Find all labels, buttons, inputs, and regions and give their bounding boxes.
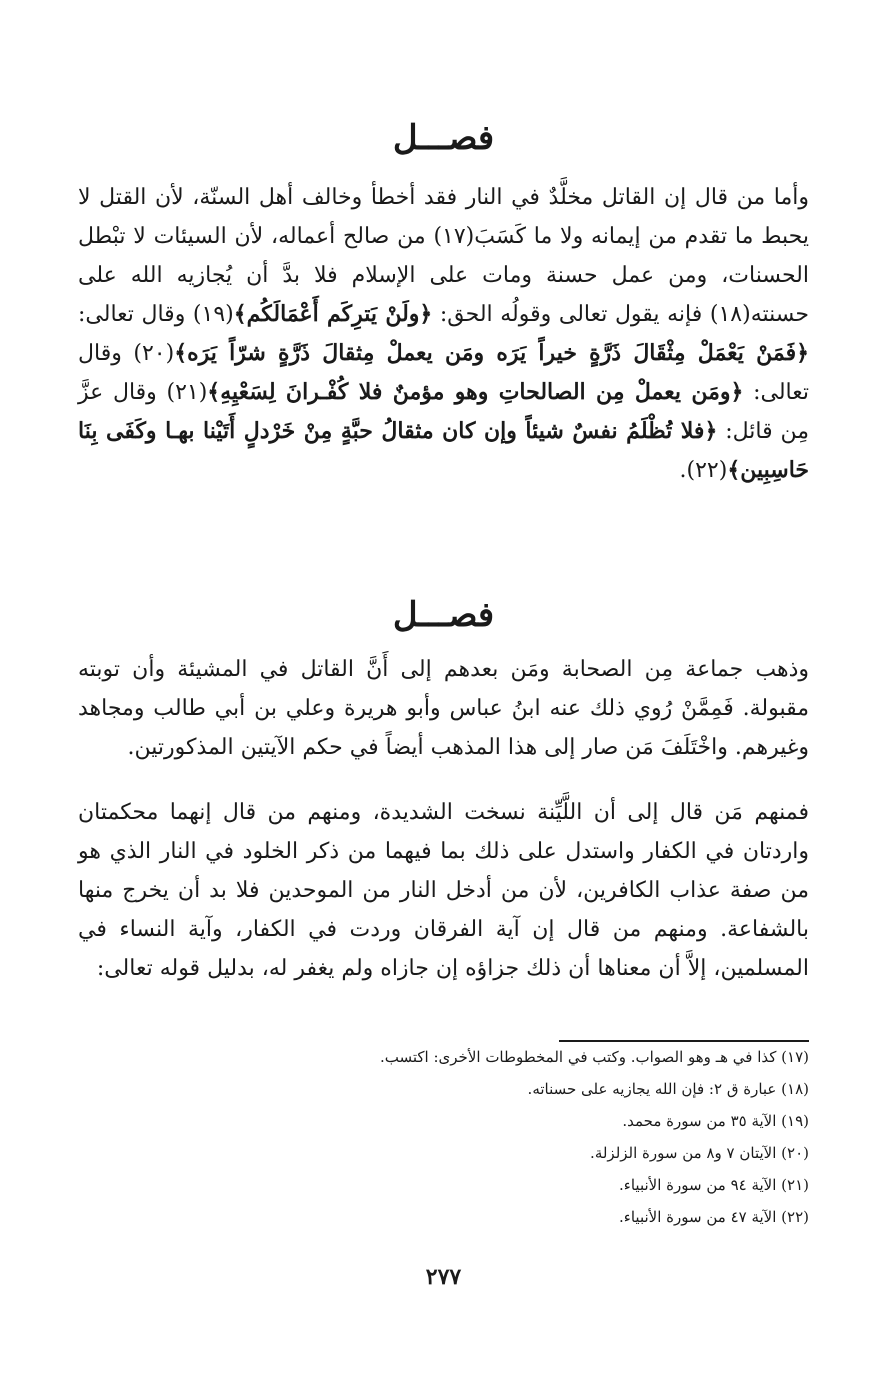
footnote-20: (٢٠) الآيتان ٧ و٨ من سورة الزلزلة. [590, 1144, 809, 1162]
section2-paragraph-1: وذهب جماعة مِن الصحابة ومَن بعدهم إلى أَنَّ القاتل في المشيئة وأن توبته مقبولة. فَمِمَّنْ رُوي ذلك عنه ابنُ عباس وأبو هريرة وعلي بن أبي طالب ومجاهد وغيرهم. واخْتَلَفَ مَن صار إلى هذا المذهب أيضاً في حكم الآيتين المذكورتين. [78, 657, 809, 760]
footnote-18: (١٨) عبارة ق ٢: فإن الله يجازيه على حسناته. [527, 1080, 809, 1098]
page-number: ٢٧٧ [425, 1264, 462, 1290]
footnote-17: (١٧) كذا في هـ وهو الصواب. وكتب في المخطوطات الأخرى: اكتسب. [380, 1048, 809, 1066]
footnote-21: (٢١) الآية ٩٤ من سورة الأنبياء. [619, 1176, 809, 1194]
text-run: (٢١) وقال عزَّ مِن قائل: [78, 380, 810, 444]
text-run: وأما من قال إن القاتل مخلَّدٌ في النار فقد أخطأ وخالف أهل السنّة، لأن القتل لا يحبط ما تقدم من إيمانه ولا ما كَسَبَ(١٧) من صالح أعماله، لأن السيئات لا تبْطل الحسنات، ومن عمل حسنة ومات على الإسلام فلا بدَّ أن يُجازيه الله على حسنته(١٨) فإنه يقول تعالى وقولُه الحق: [78, 185, 809, 327]
text-run: (٢٢). [679, 458, 728, 483]
section1-paragraph [78, 178, 809, 490]
section-heading-1: فصـــل [392, 118, 495, 158]
text-run: (٢٠) وقال تعالى: [78, 341, 809, 405]
text-run: (١٩) وقال تعالى: [78, 302, 234, 327]
footnote-19: (١٩) الآية ٣٥ من سورة محمد. [622, 1112, 809, 1130]
quran-verse: ﴿ولَنْ يَترِكَم أَعْمَالَكُم﴾ [233, 301, 433, 327]
footnote-22: (٢٢) الآية ٤٧ من سورة الأنبياء. [619, 1208, 809, 1226]
quran-verse: ﴿فلا تُظْلَمُ نفسٌ شيئاً وإن كان مثقالُ حبَّةٍ مِنْ خَرْدلٍ أَتَيْنا بهـا وكَفَى بِنَا حَاسِبِين﴾ [78, 418, 809, 483]
section-heading-2: فصـــل [392, 595, 495, 635]
section2-paragraph-2: فمنهم مَن قال إلى أن اللَّيِّنة نسخت الشديدة، ومنهم من قال إنهما محكمتان واردتان في الكفار واستدل على ذلك بما فيهما من ذكر الخلود في النار الذي هو من صفة عذاب الكافرين، لأن من أدخل النار من الموحدين فلا بد أن يخرج منها بالشفاعة. ومنهم من قال إن آية الفرقان وردت في الكفار، وآية النساء في المسلمين، إلاَّ أن معناها أن ذلك جزاؤه إن جازاه ولم يغفر له، بدليل قوله تعالى: [78, 800, 809, 981]
quran-verse: ﴿فَمَنْ يَعْمَلْ مِثْقَالَ ذَرَّةٍ خيراً يَرَه ومَن يعملْ مِثقالَ ذَرَّةٍ شرّاً يَرَه﴾ [174, 340, 810, 366]
quran-verse: ﴿ومَن يعملْ مِن الصالحاتِ وهو مؤمنٌ فلا كُفْـرانَ لِسَعْيِهِ﴾ [207, 379, 744, 405]
